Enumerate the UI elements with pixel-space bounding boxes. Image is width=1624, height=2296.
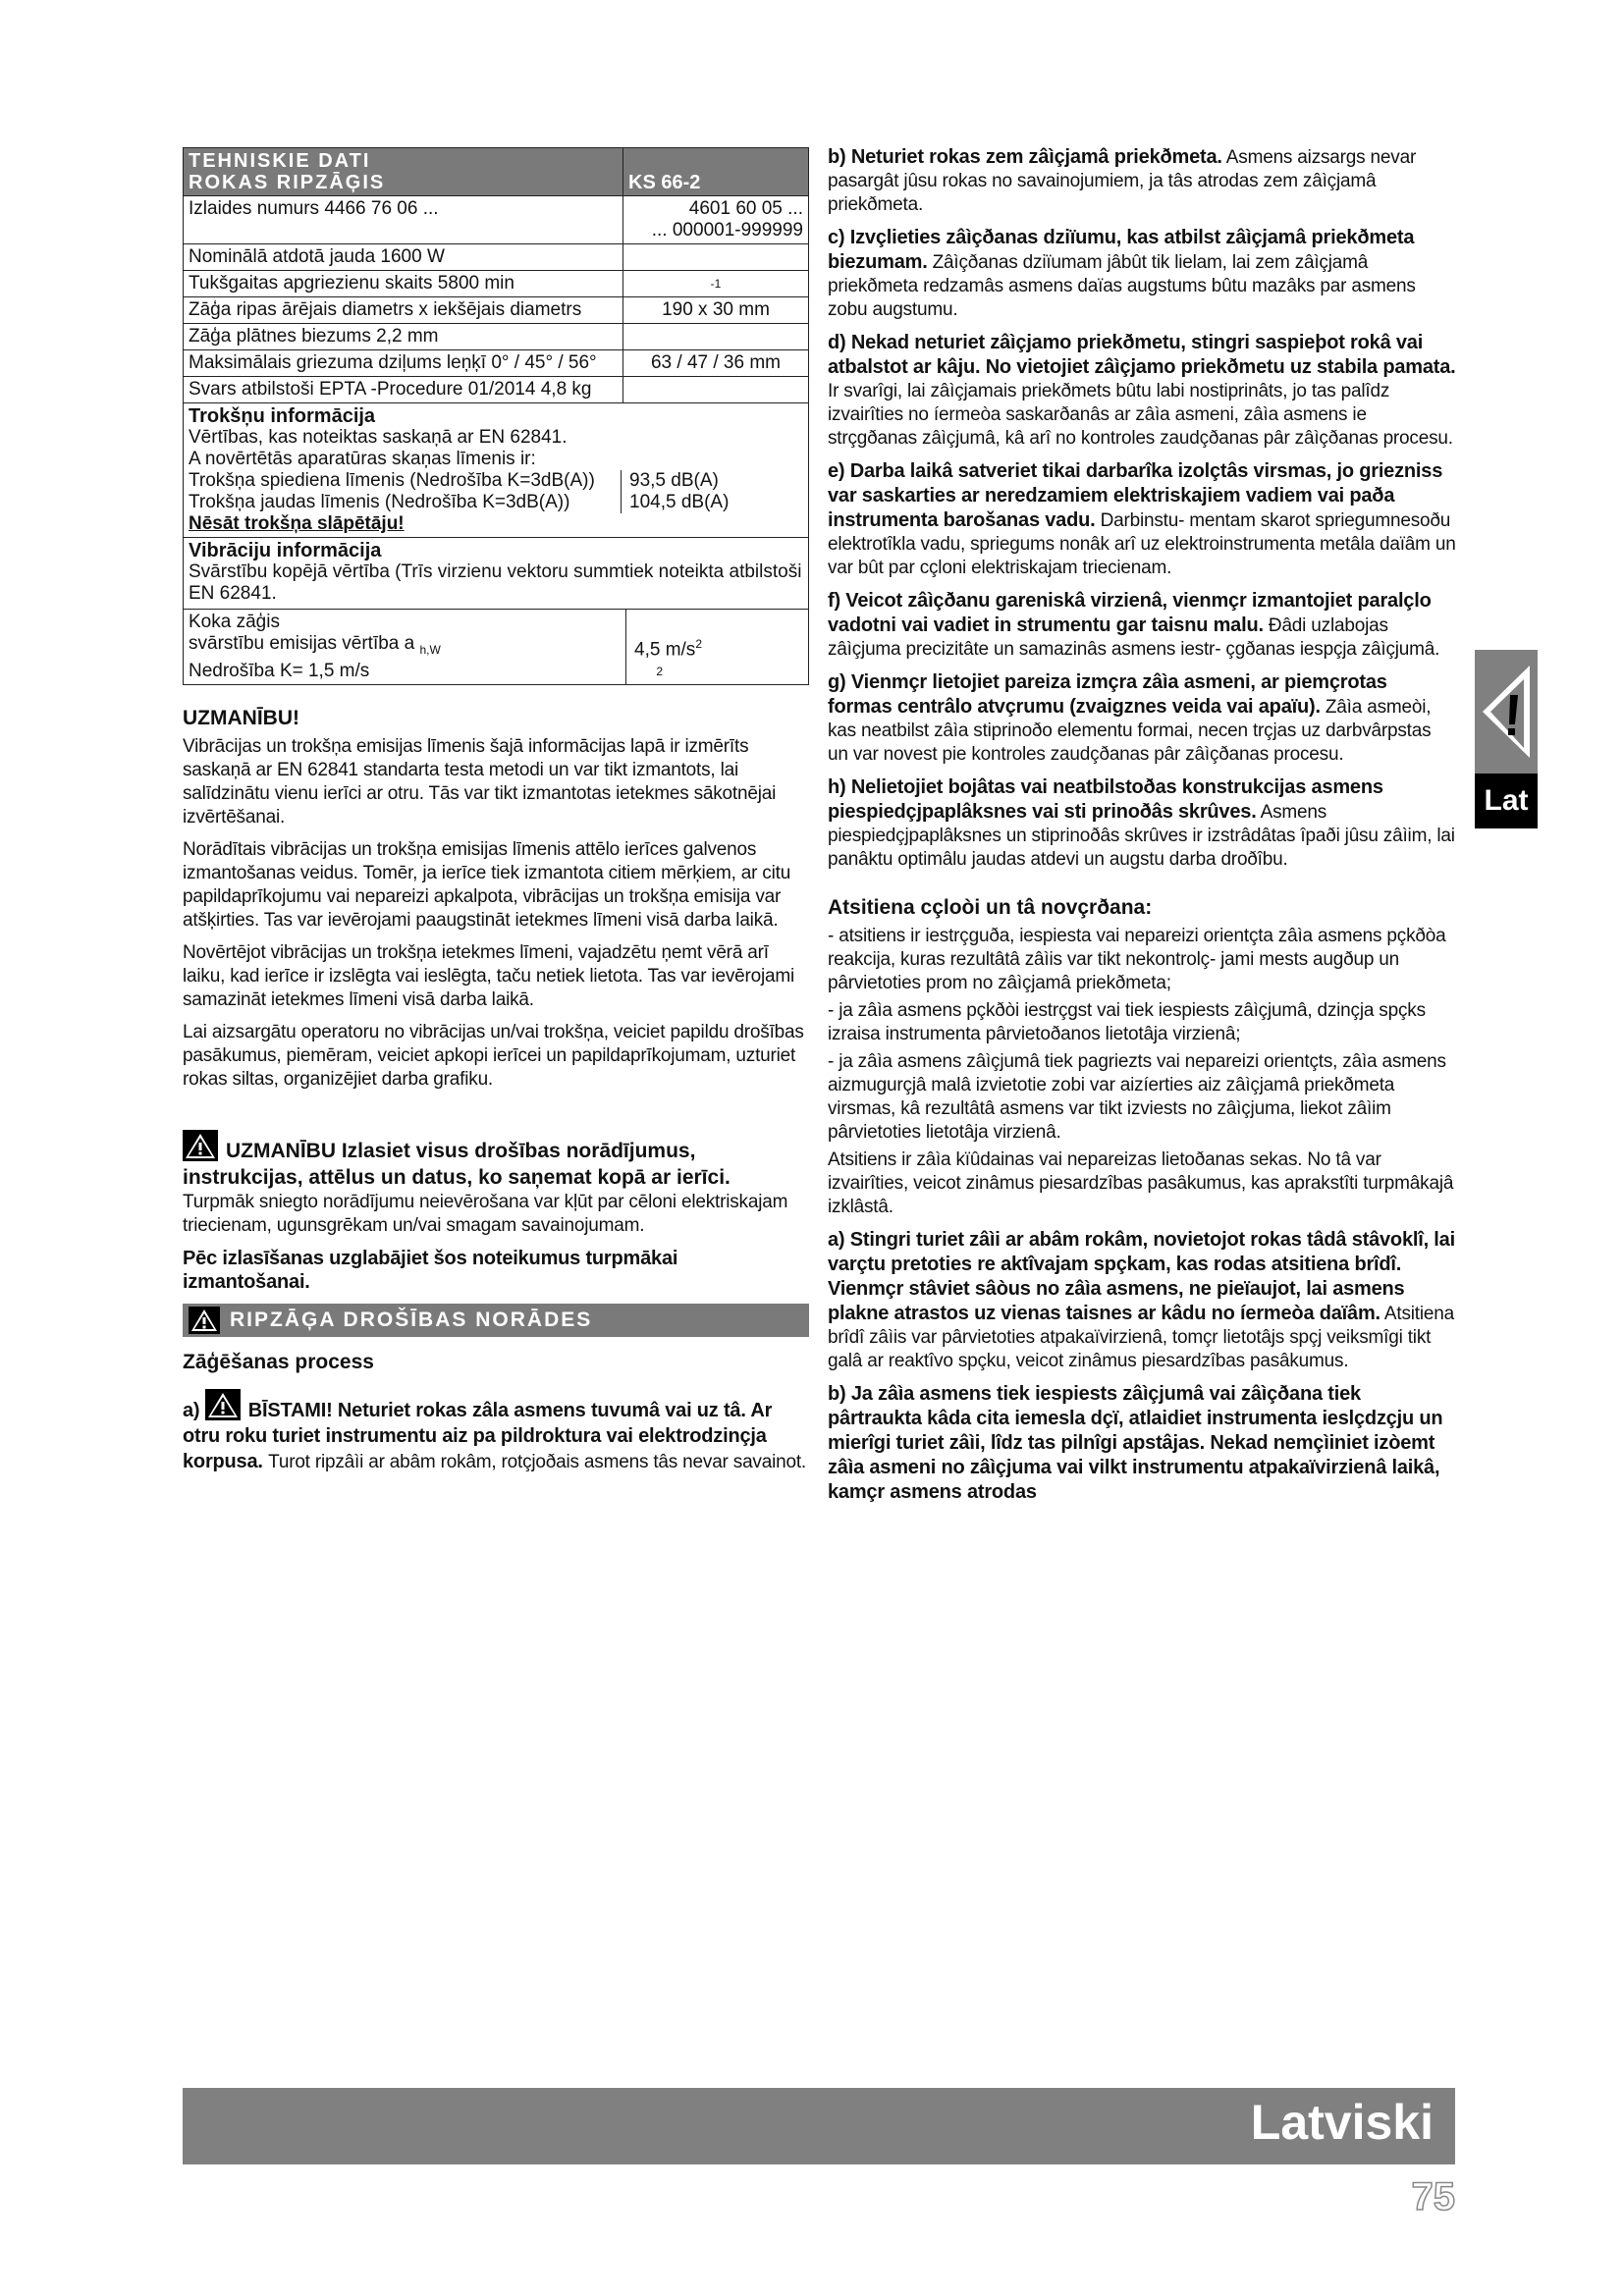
table-title-line2: ROKAS RIPZĀĢIS: [189, 172, 386, 193]
table-row: Tukšgaitas apgriezienu skaits 5800 min -1: [184, 271, 809, 297]
instruction-b: b) Neturiet rokas zem zâìçjamâ priekðmeta. Asmens aizsargs nevar pasargât jûsu rokas no savainojumiem, ja tâs atrodas zem zâìçjamâ priekðmeta.: [828, 146, 1417, 215]
paragraph: Norādītais vibrācijas un trokšņa emisijas līmenis attēlo ierīces galvenos izmantošanas veidus. Tomēr, ja ierīce tiek izmantota citiem mērķiem, ar citu papildaprīkojumu vai nepareizi apkalpota, vibrācijas un trokšņa emisija var atšķirties. Tas var ievērojami paaugstināt ietekmes līmeni visā darba laikā.: [183, 838, 791, 931]
instruction-a: a) BĪSTAMI! Neturiet rokas zâla asmens tuvumâ vai uz tâ. Ar otru roku turiet instrumentu aiz pa pildroktura vai elektrodzinçja korpusa. Turot ripzâìi ar abâm rokâm, rotçjoðais asmens tâs nevar savainot.: [183, 1389, 809, 1475]
instruction-c: c) Izvçlieties zâìçðanas dziïumu, kas atbilst zâìçjamâ priekðmeta biezumam. Zâìçðanas dziïumam jâbût tik lielam, lai zem zâìçjamâ priekðmeta redzamâs asmens daïas augstums bûtu mazâks par asmens zobu augstumu.: [828, 227, 1416, 320]
table-row: Maksimālais griezuma dziļums leņķī 0° / 45° / 56° 63 / 47 / 36 mm: [184, 350, 809, 377]
warning-icon: [189, 1307, 220, 1334]
attention-title: UZMANĪBU!: [183, 706, 299, 729]
warning-icon: [183, 1130, 218, 1161]
safety-warning-block: UZMANĪBU Izlasiet visus drošības norādījumus, instrukcijas, attēlus un datus, ko saņemat kopā ar ierīci.: [183, 1130, 809, 1191]
keep-instructions: Pēc izlasīšanas uzglabājiet šos noteikumus turpmākai izmantošanai.: [183, 1247, 678, 1293]
kickback-title: Atsitiena cçloòi un tâ novçrðana:: [828, 896, 1153, 919]
table-title: [184, 148, 623, 196]
instruction-f: f) Veicot zâìçðanu gareniskâ virzienâ, vienmçr izmantojiet paralçlo vadotni vai vadiet in strumentu gar taisnu malu. Ðâdi uzlabojas zâìçjuma precizitâte un samazinâs asmens iestr- çgðanas iespçja zâìçjumâ.: [828, 590, 1440, 660]
table-row: Nominālā atdotā jauda 1600 W: [184, 244, 809, 271]
table-row: Zāģa ripas ārējais diametrs x iekšējais diametrs 190 x 30 mm: [184, 297, 809, 324]
side-tab-label: Lat: [1475, 774, 1538, 828]
warning-icon: [1479, 658, 1534, 766]
language-side-tab: [1475, 650, 1538, 828]
table-row: Zāģa plātnes biezums 2,2 mm: [184, 324, 809, 350]
right-column: b) Neturiet rokas zem zâìçjamâ priekðmeta. Asmens aizsargs nevar pasargât jûsu rokas no savainojumiem, ja tâs atrodas zem zâìçjamâ priekðmeta. c) Izvçlieties zâìçðanas dziïumu, kas atbilst zâìçjamâ priekðmeta biezumam. Zâìçðanas dziïumam jâbût tik lielam, lai zem zâìçjamâ priekðmeta redzamâs asmens daïas augstums bûtu mazâks par asmens zobu augstumu. d) Nekad neturiet zâìçjamo priekðmetu, stingri saspieþot rokâ vai atbalstot ar kâju. No vietojiet zâìçjamo priekðmetu uz stabila pamata. Ir svarîgi, lai zâìçjamais priekðmets bûtu labi nostiprinâts, jo tas palîdz izvairîties no íermeòa saskarðanâs ar zâìa asmeni, zâìa asmens ie strçgðanas zâìçjumâ, kâ arî no kontroles zaudçðanas pâr zâìçðanas procesu. e) Darba laikâ satveriet tikai darbarîka izolçtâs virsmas, jo griezniss var saskarties ar neredzamiem elektriskajiem vadiem vai paða instrumenta barošanas vadu. Darbinstu- mentam skarot spriegumnesoðu elektrotîkla vadu, spriegums nonâk arî uz elektroinstrumenta metâla daïâm un var bût par cçloni elektriskajam triecienam. f) Veicot zâìçðanu gareniskâ virzienâ, vienmçr izmantojiet paralçlo vadotni vai vadiet in strumentu gar taisnu malu. Ðâdi uzlabojas zâìçjuma precizitâte un samazinâs asmens iestr- çgðanas iespçja zâìçjumâ. g) Vienmçr lietojiet pareiza izmçra zâìa asmeni, ar piemçrotas formas centrâlo atvçrumu (zvaigznes veida vai apaïu). Zâìa asmeòi, kas neatbilst zâìa stiprinoðo elementu formai, necen trçjas uz darbvârpstas un var novest pie kontroles zaudçðanas pâr zâìçðanas procesu. h) Nelietojiet bojâtas vai neatbilstoðas konstrukcijas asmens piespiedçjpaplâksnes vai sti prinoðâs skrûves. Asmens piespiedçjpaplâksnes un stiprinoðâs skrûves ir izstrâdâtas îpaði jûsu zâìim, lai panâktu optimâlu jaudas atdevi un augstu darba droðîbu. Atsitiena cçloòi un tâ novçrðana: - atsitiens ir iestrçguða, iespiesta vai nepareizi orientçta zâìa asmens pçkðòa reakcija, kuras rezultâtâ zâìis var tikt nekontrolç- jami mests augðup un pârvietoties prom no zâìçjamâ priekðmeta; - ja zâìa asmens pçkðòi iestrçgst vai tiek iespiests zâìçjumâ, dzinçja spçks izraisa instrumenta pârvietoðanos lietotâja virzienâ; - ja zâìa asmens zâìçjumâ tiek pagriezts vai nepareizi orientçts, zâìa asmens aizmugurçjâ malâ izvietotie zobi var aizíerties aiz zâìçjamâ priekðmeta virsmas, kâ rezultâtâ asmens var tikt izviests no zâìçjuma, liekot zâìim pârvietoties lietotâja virzienâ. Atsitiens ir zâìa kïûdainas vai nepareizas lietoðanas sekas. No tâ var izvairîties, veicot zinâmus piesardzîbas pasâkumus, kas aprakstîti turpmâkajâ izklâstâ. a) Stingri turiet zâìi ar abâm rokâm, novietojot rokas tâdâ stâvoklî, lai varçtu pretoties re aktîvajam spçkam, kas rodas atsitiena brîdî. Vienmçr stâviet sâòus no zâìa asmens, ne pieïaujot, lai asmens plakne atrastos uz vienas taisnes ar kâdu no íermeòa daïâm. Atsitiena brîdî zâìis var pârvietoties atpakaïvirzienâ, tomçr lietotâjs spçj veiksmîgi tikt galâ ar reaktîvo spçku, veicot zinâmus piesardzîbas pasâkumus. b) Ja zâìa asmens tiek iespiests zâìçjumâ vai zâìçðana tiek pârtraukta kâda cita iemesla dçï, atlaidiet instrumenta ieslçdzçju un mierîgi turiet zâìi, lîdz tas pilnîgi apstâjas. Nekad nemçìiniet izòemt zâìa asmeni no zâìçjuma vai vilkt instrumentu atpakaïvirzienâ laikâ, kamçr asmens atrodas: [828, 146, 1456, 1503]
vibration-heading: Vibrāciju informācija: [189, 540, 382, 561]
noise-section: Trokšņu informācija Vērtības, kas noteiktas saskaņā ar EN 62841. A novērtētās aparatūras skaņas līmenis ir: Trokšņa spiediena līmenis (Nedrošība K=3dB(A)) 93,5 dB(A) Trokšņa jaudas līmenis (Nedrošība K=3dB(A)) 104,5 dB(A) Nēsāt trokšņa slāpētāju!: [184, 403, 809, 538]
instruction-g: g) Vienmçr lietojiet pareiza izmçra zâìa asmeni, ar piemçrotas formas centrâlo atvçrumu (zvaigznes veida vai apaïu). Zâìa asmeòi, kas neatbilst zâìa stiprinoðo elementu formai, necen trçjas uz darbvârpstas un var novest pie kontroles zaudçðanas pâr zâìçðanas procesu.: [828, 671, 1432, 765]
instruction-d: d) Nekad neturiet zâìçjamo priekðmetu, stingri saspieþot rokâ vai atbalstot ar kâju. No vietojiet zâìçjamo priekðmetu uz stabila pamata. Ir svarîgi, lai zâìçjamais priekðmets bûtu labi nostiprinâts, jo tas palîdz izvairîties no íermeòa saskarðanâs ar zâìa asmeni, zâìa asmens ie strçgðanas zâìçjumâ, kâ arî no kontroles zaudçðanas pâr zâìçðanas procesu.: [828, 332, 1456, 449]
paragraph: Vibrācijas un trokšņa emisijas līmenis šajā informācijas lapā ir izmērīts saskaņā ar EN 62841 standarta testa metodi un var tikt izmantots, lai salīdzinātu vienu ierīci ar otru. Tās var tikt izmantotas ietekmes sākotnējai izvērtēšanai.: [183, 735, 777, 828]
technical-data-table: [183, 147, 809, 685]
table-title-line1: TEHNISKIE DATI: [189, 150, 371, 172]
ear-protection-note: Nēsāt trokšņa slāpētāju!: [189, 513, 405, 534]
kickback-instruction-b: b) Ja zâìa asmens tiek iespiests zâìçjumâ vai zâìçðana tiek pârtraukta kâda cita iemesla dçï, atlaidiet instrumenta ieslçdzçju un mierîgi turiet zâìi, lîdz tas pilnîgi apstâjas. Nekad nemçìiniet izòemt zâìa asmeni no zâìçjuma vai vilkt instrumentu atpakaïvirzienâ laikâ, kamçr asmens atrodas: [828, 1383, 1443, 1503]
noise-heading: Trokšņu informācija: [189, 405, 376, 427]
kickback-instruction-a: a) Stingri turiet zâìi ar abâm rokâm, novietojot rokas tâdâ stâvoklî, lai varçtu pretoties re aktîvajam spçkam, kas rodas atsitiena brîdî. Vienmçr stâviet sâòus no zâìa asmens, ne pieïaujot, lai asmens plakne atrastos uz vienas taisnes ar kâdu no íermeòa daïâm. Atsitiena brîdî zâìis var pârvietoties atpakaïvirzienâ, tomçr lietotâjs spçj veiksmîgi tikt galâ ar reaktîvo spçku, veicot zinâmus piesardzîbas pasâkumus.: [828, 1229, 1455, 1371]
table-row: Izlaides numurs 4466 76 06 ... 4601 60 05 ... ... 000001-999999: [184, 196, 809, 244]
side-tab-graphic: [1475, 650, 1538, 774]
paragraph: Novērtējot vibrācijas un trokšņa ietekmes līmeni, vajadzētu ņemt vērā arī laiku, kad ierīce ir izslēgta vai ieslēgta, taču netiek lietota. Tas var ievērojami samazināt ietekmes līmeni visā darba laikā.: [183, 941, 795, 1010]
footer-bar: [183, 2088, 1455, 2164]
warning-icon: [205, 1389, 241, 1420]
table-model: KS 66-2: [623, 148, 809, 196]
left-column: TEHNISKIE DATI ROKAS RIPZĀĢIS KS 66-2 Izlaides numurs 4466 76 06 ... 4601 60 05 ... ... 000001-999999 Nominālā atdotā jauda 1600 W Tukšgaitas apgriezienu skaits 5800 min -1 Zāģa ripas ārējais diametrs x iekšējais diametrs 190 x 30 mm Zāģa plātnes biezums 2,2 mm Maksimālais griezuma dziļums leņķī 0° / 45° / 56° 63 / 47 / 36 mm Svars atbilstoši EPTA -Procedure 01/2014 4,8 kg Trokšņu informācija Vērtības, kas noteiktas saskaņā ar EN 62841. A novērtētās aparatūras skaņas līmenis ir: Trokšņa spiediena līmenis (Nedrošība K=3dB(A)) 93,5 dB(A) Trokšņa jaudas līmenis (Nedrošība K=3dB(A)) 104,5 dB(A) Nēsāt trokšņa slāpētāju! Vibrāciju informācija Svārstību kopējā vērtība (Trīs virzienu vektoru summtiek noteikta atbilstoši EN 62841. Koka zāģis svārstību emisijas vērtība a $_{h,W}$ Nedrošība K= 1,5 m/s 4,5 $m/s^2$ 2 UZMANĪBU! Vibrācijas un trokšņa emisijas līmenis šajā informācijas lapā ir izmērīts saskaņā ar EN 62841 standarta testa metodi un var tikt izmantots, lai salīdzinātu vienu ierīci ar otru. Tās var tikt izmantotas ietekmes sākotnējai izvērtēšanai. Norādītais vibrācijas un trokšņa emisijas līmenis attēlo ierīces galvenos izmantošanas veidus. Tomēr, ja ierīce tiek izmantota citiem mērķiem, ar citu papildaprīkojumu vai nepareizi apkalpota, vibrācijas un trokšņa emisija var atšķirties. Tas var ievērojami paaugstināt ietekmes līmeni visā darba laikā. Novērtējot vibrācijas un trokšņa ietekmes līmeni, vajadzētu ņemt vērā arī laiku, kad ierīce ir izslēgta vai ieslēgta, taču netiek lietota. Tas var ievērojami samazināt ietekmes līmeni visā darba laikā. Lai aizsargātu operatoru no vibrācijas un/vai trokšņa, veiciet papildu drošības pasākumus, piemēram, veiciet apkopi ierīcei un papildaprīkojumam, uzturiet rokas siltas, organizējiet darba grafiku. UZMANĪBU Izlasiet visus drošības norādījumus, instrukcijas, attēlus un datus, ko saņemat kopā ar ierīci. Turpmāk sniegto norādījumu neievērošana var kļūt par cēloni elektriskajam triecienam, ugunsgrēkam un/vai smagam savainojumam. Pēc izlasīšanas uzglabājiet šos noteikumus turpmākai izmantošanai. RIPZĀĢA DROŠĪBAS NORĀDES Zāģēšanas process a) BĪSTAMI! Neturiet rokas zâla asmens tuvumâ vai uz tâ. Ar otru roku turiet instrumentu aiz pa pildroktura vai elektrodzinçja korpusa. Turot ripzâìi ar abâm rokâm, rotçjoðais asmens tâs nevar savainot.: [183, 147, 809, 1484]
vibration-section: Vibrāciju informācija Svārstību kopējā vērtība (Trīs virzienu vektoru summtiek noteikta atbilstoši EN 62841. Koka zāģis svārstību emisijas vērtība a $_{h,W}$ Nedrošība K= 1,5 m/s 4,5 $m/s^2$ 2: [184, 538, 809, 685]
instruction-h: h) Nelietojiet bojâtas vai neatbilstoðas konstrukcijas asmens piespiedçjpaplâksnes vai sti prinoðâs skrûves. Asmens piespiedçjpaplâksnes un stiprinoðâs skrûves ir izstrâdâtas îpaði jûsu zâìim, lai panâktu optimâlu jaudas atdevi un augstu darba droðîbu.: [828, 776, 1455, 870]
footer-language: Latviski: [1250, 2095, 1434, 2150]
process-title: Zāģēšanas process: [183, 1350, 374, 1373]
section-header: RIPZĀĢA DROŠĪBAS NORĀDES: [183, 1304, 809, 1337]
page-number: 75: [1411, 2175, 1455, 2218]
instruction-e: e) Darba laikâ satveriet tikai darbarîka izolçtâs virsmas, jo griezniss var saskarties ar neredzamiem elektriskajiem vadiem vai paða instrumenta barošanas vadu. Darbinstu- mentam skarot spriegumnesoðu elektrotîkla vadu, spriegums nonâk arî uz elektroinstrumenta metâla daïâm un var bût par cçloni elektriskajam triecienam.: [828, 460, 1456, 578]
paragraph: Lai aizsargātu operatoru no vibrācijas un/vai trokšņa, veiciet papildu drošības pasākumus, piemēram, veiciet apkopi ierīcei un papildaprīkojumam, uzturiet rokas siltas, organizējiet darba grafiku.: [183, 1021, 804, 1090]
table-row: Svars atbilstoši EPTA -Procedure 01/2014 4,8 kg: [184, 377, 809, 403]
